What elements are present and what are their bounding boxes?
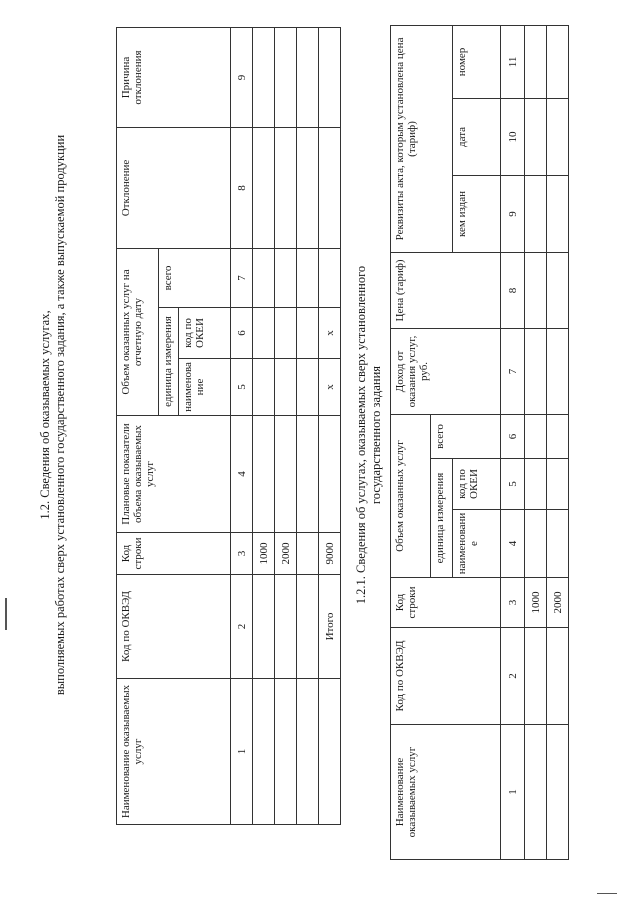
section-title-line1: 1.2. Сведения об оказываемых услугах,: [38, 310, 52, 520]
column-number: 2: [231, 575, 253, 679]
header-okved: Код по ОКВЭД: [391, 628, 501, 725]
table-row: [525, 25, 547, 859]
header-unit-okei: код по ОКЕИ: [179, 308, 231, 359]
column-number: 7: [501, 328, 525, 414]
header-service-name: Наименование оказываемых услуг: [117, 679, 231, 825]
header-act-number: номер: [453, 25, 501, 98]
row-code: 2000: [547, 578, 569, 628]
section-title-line2: выполняемых работах сверх установленного государственного задания, а также выпускаемой продукции: [53, 134, 67, 696]
total-mark: x: [319, 359, 341, 416]
column-number: 9: [231, 28, 253, 128]
column-number: 7: [231, 249, 253, 308]
row-code: 1000: [253, 533, 275, 575]
total-code: 9000: [319, 533, 341, 575]
extra-services-table: [390, 25, 569, 860]
column-number: 3: [501, 578, 525, 628]
services-table: [116, 27, 341, 825]
row-code: 2000: [275, 533, 297, 575]
header-reason: Причина отклонения: [117, 28, 231, 128]
header-volume: Объем оказанных услуг: [391, 414, 431, 577]
header-okved: Код по ОКВЭД: [117, 575, 231, 679]
header-volume: Объем оказанных услуг на отчетную дату: [117, 249, 159, 416]
subsection-title-line1: 1.2.1. Сведения об услугах, оказываемых сверх установленного: [354, 265, 368, 605]
table-row: [253, 28, 275, 825]
header-act: Реквизиты акта, которым установлена цена (тариф): [391, 25, 453, 252]
column-number: 6: [231, 308, 253, 359]
column-number: 6: [501, 414, 525, 458]
header-line-code: Код строки: [117, 533, 231, 575]
table-row: [275, 28, 297, 825]
header-unit: единица измерения: [431, 459, 453, 578]
header-total: всего: [431, 414, 501, 458]
header-act-issuer: кем издан: [453, 175, 501, 252]
header-unit: единица измерения: [159, 308, 179, 416]
total-mark: x: [319, 308, 341, 359]
row-code: 1000: [525, 578, 547, 628]
header-price: Цена (тариф): [391, 252, 501, 328]
subsection-title-line2: государственного задания: [369, 365, 383, 505]
column-number: 1: [231, 679, 253, 825]
header-income: Доход от оказания услуг, руб.: [391, 328, 501, 414]
column-number: 11: [501, 25, 525, 98]
column-number: 10: [501, 98, 525, 175]
column-number: 5: [501, 459, 525, 510]
scan-edge-mark: [597, 893, 617, 894]
header-line-code: Код строки: [391, 578, 501, 628]
header-plan: Плановые показатели объема оказываемых услуг: [117, 416, 231, 533]
header-unit-name: наименова ние: [179, 359, 231, 416]
total-label: Итого: [319, 575, 341, 679]
header-deviation: Отклонение: [117, 128, 231, 249]
column-number: 3: [231, 533, 253, 575]
table-row: [297, 28, 319, 825]
total-row: [319, 28, 341, 825]
header-service-name: Наименование оказываемых услуг: [391, 725, 501, 860]
subsection-title: [354, 225, 384, 645]
scan-edge-mark: [5, 598, 7, 630]
table-row: [547, 25, 569, 859]
column-number: 4: [501, 510, 525, 578]
column-number: 8: [231, 128, 253, 249]
column-number: 5: [231, 359, 253, 416]
column-number: 9: [501, 175, 525, 252]
column-number: 8: [501, 252, 525, 328]
header-act-date: дата: [453, 98, 501, 175]
column-number: 2: [501, 628, 525, 725]
header-total: всего: [159, 249, 231, 308]
header-unit-name: наименование: [453, 510, 501, 578]
header-unit-okei: код по ОКЕИ: [453, 459, 501, 510]
column-number: 4: [231, 416, 253, 533]
column-number: 1: [501, 725, 525, 860]
section-title: [38, 5, 68, 825]
